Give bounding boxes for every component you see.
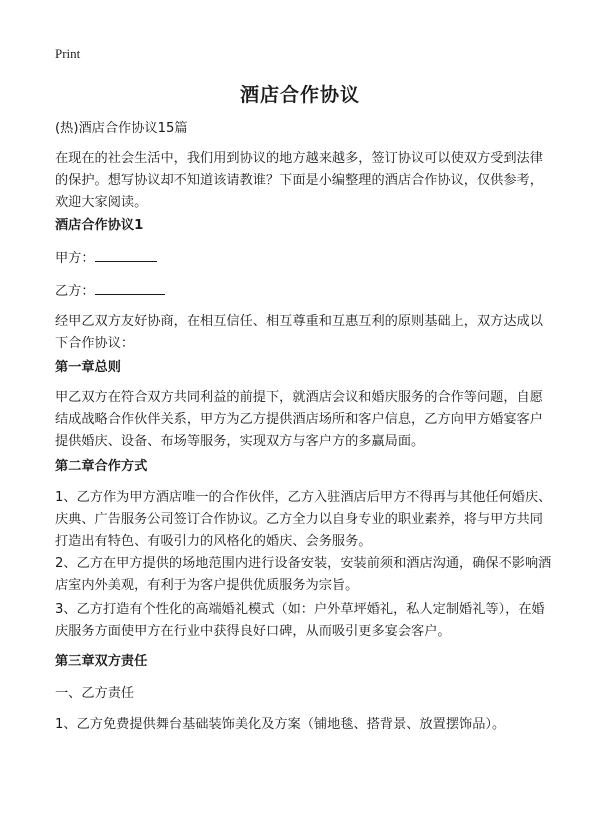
chapter2-item3: 3、乙方打造有个性化的高端婚礼模式（如：户外草坪婚礼，私人定制婚礼等），在婚庆服务方面使甲方在行业中获得良好口碑，从而吸引更多宴会客户。 <box>55 602 545 639</box>
agreement-heading: 酒店合作协议1 <box>55 218 144 233</box>
party-b-label: 乙方： <box>55 284 95 299</box>
chapter2-item2: 2、乙方在甲方提供的场地范围内进行设备安装，安装前须和酒店沟通，确保不影响酒店室内外美观，有利于为客户提供优质服务为宗旨。 <box>55 556 552 593</box>
chapter3-heading: 第三章双方责任 <box>55 654 148 669</box>
chapter1-heading: 第一章总则 <box>55 360 121 375</box>
preamble-paragraph: 经甲乙双方友好协商，在相互信任、相互尊重和互惠互利的原则基础上，双方达成以下合作协议： <box>55 314 543 351</box>
party-a-label: 甲方： <box>55 251 95 266</box>
chapter1-paragraph: 甲乙双方在符合双方共同利益的前提下，就酒店会议和婚庆服务的合作等问题，自愿结成战略合作伙伴关系，甲方为乙方提供酒店场所和客户信息，乙方向甲方婚宴客户提供婚庆、设备、布场等服务，实现双方与客户方的多赢局面。 <box>55 390 543 449</box>
party-a-blank <box>95 247 157 262</box>
document-title: 酒店合作协议 <box>239 84 360 106</box>
party-b-blank <box>95 280 165 295</box>
print-link[interactable]: Print <box>55 46 81 61</box>
chapter3-sub1: 一、乙方责任 <box>55 686 135 701</box>
intro-paragraph: 在现在的社会生活中，我们用到协议的地方越来越多，签订协议可以使双方受到法律的保护。想写协议却不知道该请教谁？下面是小编整理的酒店合作协议，仅供参考，欢迎大家阅读。 <box>55 151 543 210</box>
document-subtitle: (热)酒店合作协议15篇 <box>55 121 188 136</box>
chapter3-item1: 1、乙方免费提供舞台基础装饰美化及方案（铺地毯、搭背景、放置摆饰品）。 <box>55 717 506 732</box>
party-b-line <box>55 280 555 303</box>
chapter2-item1: 1、乙方作为甲方酒店唯一的合作伙伴，乙方入驻酒店后甲方不得再与其他任何婚庆、庆典、广告服务公司签订合作协议。乙方全力以自身专业的职业素养，将与甲方共同打造出有特色、有吸引力的风格化的婚庆、会务服务。 <box>55 490 552 549</box>
chapter2-heading: 第二章合作方式 <box>55 459 148 474</box>
party-a-line <box>55 247 555 270</box>
